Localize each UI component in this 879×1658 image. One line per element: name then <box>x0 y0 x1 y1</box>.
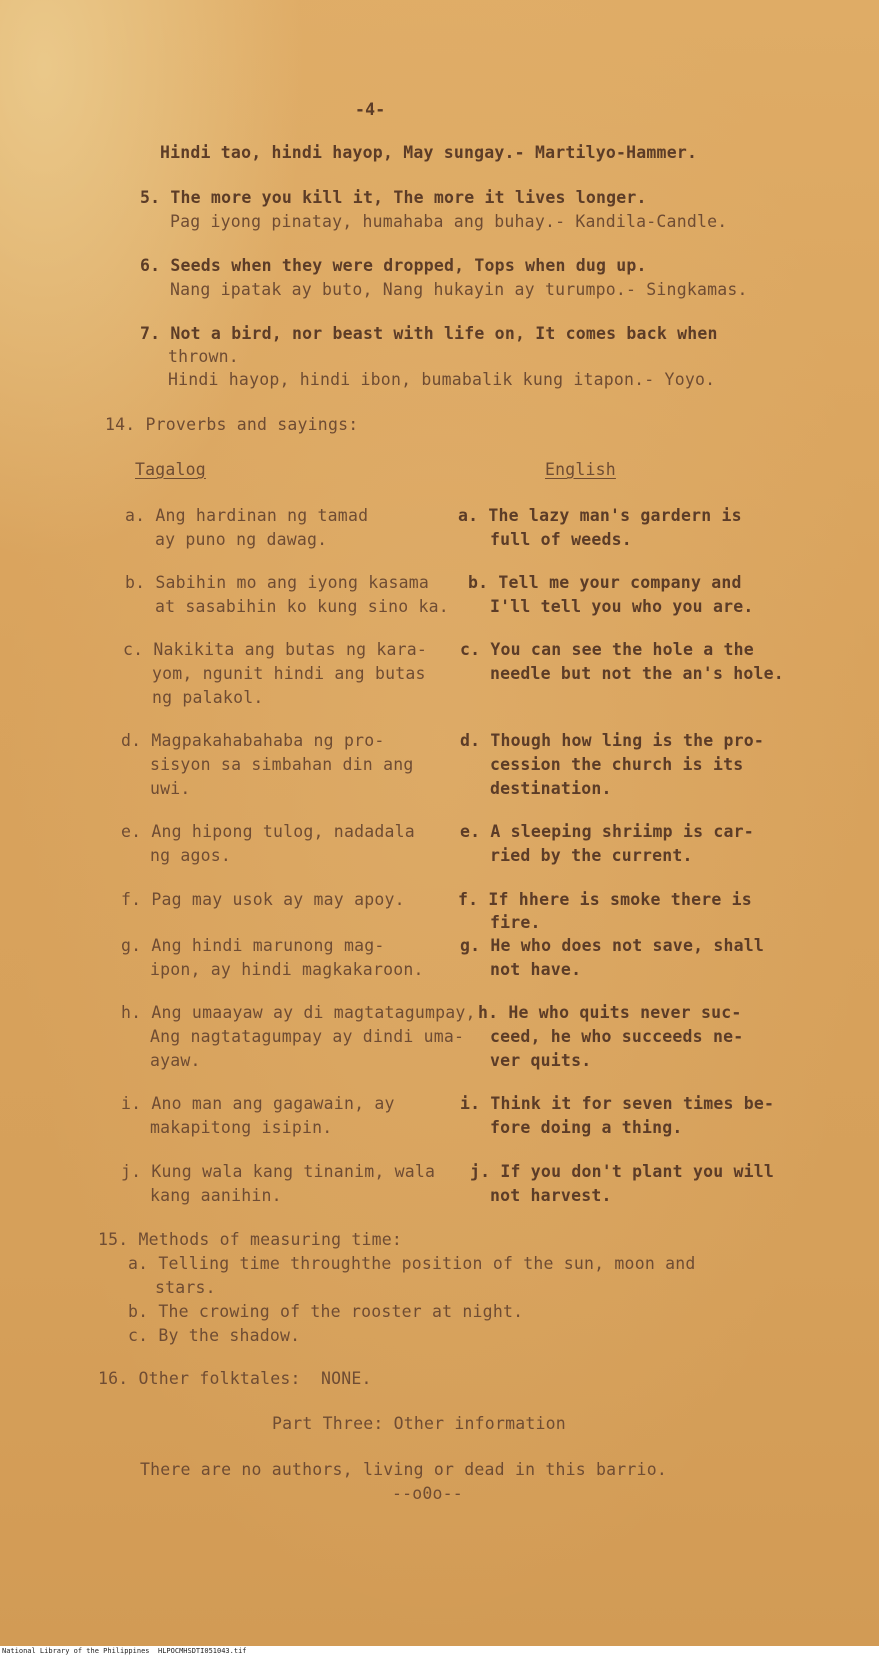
proverb-f-tagalog-1: f. Pag may usok ay may apoy. <box>121 890 405 909</box>
proverb-i-english-2: fore doing a thing. <box>490 1118 683 1137</box>
proverb-h-english-2: ceed, he who succeeds ne- <box>490 1027 744 1046</box>
riddle-5-english: 5. The more you kill it, The more it lives longer. <box>140 188 647 207</box>
proverb-g-tagalog-2: ipon, ay hindi magkakaroon. <box>150 960 424 979</box>
proverb-a-tagalog-1: a. Ang hardinan ng tamad <box>125 506 369 525</box>
proverb-c-tagalog-3: ng palakol. <box>152 688 264 707</box>
section-14-heading: 14. Proverbs and sayings: <box>105 415 359 434</box>
page-number: -4- <box>355 100 386 119</box>
footer-library: National Library of the Philippines <box>2 1647 150 1655</box>
proverb-e-tagalog-1: e. Ang hipong tulog, nadadala <box>121 822 415 841</box>
proverb-c-tagalog-1: c. Nakikita ang butas ng kara- <box>123 640 428 659</box>
end-mark: --o0o-- <box>392 1484 463 1503</box>
proverb-g-tagalog-1: g. Ang hindi marunong mag- <box>121 936 385 955</box>
proverb-a-tagalog-2: ay puno ng dawag. <box>155 530 328 549</box>
proverb-b-english-1: b. Tell me your company and <box>468 573 742 592</box>
proverb-e-english-2: ried by the current. <box>490 846 693 865</box>
riddle-6-english: 6. Seeds when they were dropped, Tops when dug up. <box>140 256 647 275</box>
proverb-c-english-2: needle but not the an's hole. <box>490 664 784 683</box>
proverb-j-tagalog-2: kang aanihin. <box>150 1186 282 1205</box>
proverb-d-tagalog-3: uwi. <box>150 779 191 798</box>
proverb-h-tagalog-3: ayaw. <box>150 1051 201 1070</box>
section-15-item-c: c. By the shadow. <box>128 1326 301 1345</box>
proverb-d-english-3: destination. <box>490 779 612 798</box>
proverb-j-english-1: j. If you don't plant you will <box>470 1162 775 1181</box>
proverb-d-tagalog-1: d. Magpakahabahaba ng pro- <box>121 731 385 750</box>
riddle-7-english-1: 7. Not a bird, nor beast with life on, It comes back when <box>140 324 718 343</box>
section-15-heading: 15. Methods of measuring time: <box>98 1230 403 1249</box>
proverb-e-english-1: e. A sleeping shriimp is car- <box>460 822 754 841</box>
part-three-text: There are no authors, living or dead in this barrio. <box>140 1460 667 1479</box>
proverb-c-tagalog-2: yom, ngunit hindi ang butas <box>152 664 426 683</box>
proverb-g-english-2: not have. <box>490 960 582 979</box>
riddle-4-tail: Hindi tao, hindi hayop, May sungay.- Martilyo-Hammer. <box>160 143 698 162</box>
proverb-d-english-1: d. Though how ling is the pro- <box>460 731 765 750</box>
part-three-title: Part Three: Other information <box>272 1414 566 1433</box>
proverb-i-tagalog-1: i. Ano man ang gagawain, ay <box>121 1094 395 1113</box>
proverb-h-english-3: ver quits. <box>490 1051 592 1070</box>
proverb-j-english-2: not harvest. <box>490 1186 612 1205</box>
proverb-a-english-1: a. The lazy man's gardern is <box>458 506 742 525</box>
proverb-g-english-1: g. He who does not save, shall <box>460 936 765 955</box>
section-15-item-a-2: stars. <box>155 1278 216 1297</box>
footer-filename: HLPOCMHSDTI051043.tif <box>158 1647 247 1655</box>
proverb-f-english-2: fire. <box>490 913 541 932</box>
riddle-6-tagalog: Nang ipatak ay buto, Nang hukayin ay turumpo.- Singkamas. <box>170 280 748 299</box>
riddle-5-tagalog: Pag iyong pinatay, humahaba ang buhay.- Kandila-Candle. <box>170 212 728 231</box>
proverb-c-english-1: c. You can see the hole a the <box>460 640 754 659</box>
proverb-h-tagalog-2: Ang nagtatagumpay ay dindi uma- <box>150 1027 465 1046</box>
proverb-d-english-2: cession the church is its <box>490 755 744 774</box>
column-tagalog: Tagalog <box>135 460 206 479</box>
section-16: 16. Other folktales: NONE. <box>98 1369 372 1388</box>
proverb-b-tagalog-1: b. Sabihin mo ang iyong kasama <box>125 573 430 592</box>
proverb-b-tagalog-2: at sasabihin ko kung sino ka. <box>155 597 449 616</box>
scan-footer <box>0 1646 879 1658</box>
proverb-j-tagalog-1: j. Kung wala kang tinanim, wala <box>121 1162 436 1181</box>
proverb-f-english-1: f. If hhere is smoke there is <box>458 890 752 909</box>
column-english: English <box>545 460 616 479</box>
proverb-a-english-2: full of weeds. <box>490 530 632 549</box>
proverb-e-tagalog-2: ng agos. <box>150 846 232 865</box>
proverb-h-english-1: h. He who quits never suc- <box>478 1003 742 1022</box>
riddle-7-english-2: thrown. <box>168 347 239 366</box>
riddle-7-tagalog: Hindi hayop, hindi ibon, bumabalik kung itapon.- Yoyo. <box>168 370 716 389</box>
proverb-d-tagalog-2: sisyon sa simbahan din ang <box>150 755 414 774</box>
section-15-item-a-1: a. Telling time throughthe position of the sun, moon and <box>128 1254 696 1273</box>
proverb-i-tagalog-2: makapitong isipin. <box>150 1118 333 1137</box>
section-15-item-b: b. The crowing of the rooster at night. <box>128 1302 524 1321</box>
proverb-i-english-1: i. Think it for seven times be- <box>460 1094 775 1113</box>
proverb-b-english-2: I'll tell you who you are. <box>490 597 754 616</box>
proverb-h-tagalog-1: h. Ang umaayaw ay di magtatagumpay, <box>121 1003 476 1022</box>
